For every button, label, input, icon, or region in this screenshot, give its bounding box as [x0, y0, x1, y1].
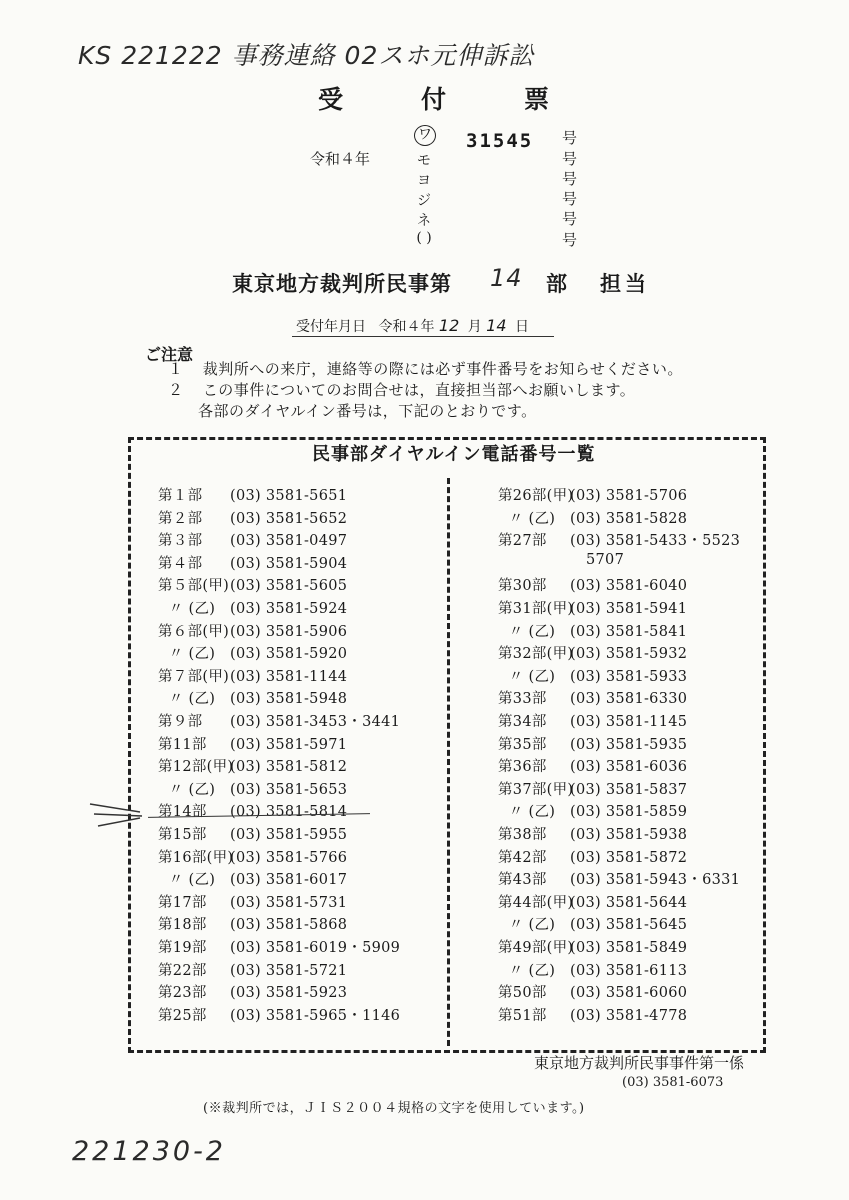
case-type-mark: ワ: [414, 125, 436, 146]
dial-in-phone: (03) 3581-5955: [230, 827, 348, 843]
dial-in-row: [498, 936, 687, 957]
dial-in-row: [158, 913, 347, 934]
receipt-month-unit: 月: [467, 319, 482, 335]
dial-in-row: [158, 981, 347, 1002]
dial-in-dept: 〃 (乙): [508, 962, 556, 979]
dial-in-divider: [447, 478, 450, 1046]
dial-in-row: [158, 936, 400, 957]
note-item: [198, 400, 537, 421]
footer-phone: (03) 3581-6073: [622, 1075, 724, 1090]
dial-in-row: [498, 868, 740, 889]
dial-in-dept: 第15部: [158, 827, 207, 843]
dial-in-row: [498, 710, 687, 731]
court-bu-label: 部: [546, 272, 567, 296]
note-number: ２: [168, 381, 184, 399]
dial-in-phone: (03) 3581-6060: [570, 985, 688, 1002]
dial-in-phone: (03) 3581-5706: [570, 488, 688, 504]
court-heading: 東京地方裁判所民事第: [232, 272, 452, 296]
case-era: 令和４年: [310, 150, 371, 168]
dial-in-phone: (03) 3581-5935: [570, 736, 688, 753]
dial-in-row: [158, 710, 400, 731]
dial-in-row: [498, 529, 740, 550]
dial-in-dept: 第50部: [498, 985, 547, 1002]
dial-in-row: [498, 484, 687, 505]
dial-in-row: [158, 823, 347, 844]
note-number: １: [168, 360, 184, 378]
court-tanto-label: 担当: [600, 272, 650, 296]
dial-in-row: [498, 800, 687, 821]
dial-in-phone: (03) 3581-5837: [570, 781, 688, 798]
dial-in-dept: 第19部: [158, 940, 207, 956]
dial-in-row: [498, 823, 687, 844]
dial-in-row: [158, 778, 347, 799]
receipt-day-unit: 日: [514, 319, 529, 335]
dial-in-phone: (03) 3581-5828: [570, 510, 688, 527]
handwritten-month: 12: [438, 316, 460, 335]
dial-in-dept: 第22部: [158, 962, 207, 979]
case-type-mark: ネ: [417, 213, 431, 229]
dial-in-dept: 第42部: [498, 849, 547, 866]
case-suffix: 号: [562, 210, 578, 228]
dial-in-phone: (03) 3581-6113: [570, 962, 688, 979]
dial-in-row: [498, 642, 687, 663]
dial-in-phone: (03) 3581-5923: [230, 985, 348, 1002]
dial-in-dept: 第２部: [158, 510, 203, 527]
dial-in-phone: (03) 3581-5868: [230, 917, 348, 934]
case-suffix: 号: [562, 190, 578, 208]
dial-in-row: [158, 484, 347, 505]
dial-in-row: [498, 552, 624, 568]
dial-in-dept: 第４部: [158, 555, 203, 572]
dial-in-row: [498, 665, 687, 686]
dial-in-phone: (03) 3581-1145: [570, 714, 688, 730]
dial-in-phone: (03) 3581-5906: [230, 623, 348, 640]
dial-in-dept: 〃 (乙): [508, 917, 556, 934]
dial-in-phone: (03) 3581-5645: [570, 917, 688, 934]
case-type-mark: モ: [417, 153, 431, 169]
dial-in-row: [158, 959, 347, 980]
dial-in-row: [158, 1004, 400, 1025]
dial-in-phone: (03) 3581-5941: [570, 601, 688, 617]
dial-in-phone: (03) 3581-5971: [230, 736, 348, 753]
dial-in-row: [158, 529, 347, 550]
dial-in-row: [158, 552, 347, 573]
note-text: 裁判所への来庁，連絡等の際には必ず事件番号をお知らせください。: [202, 360, 683, 378]
dial-in-dept: 第23部: [158, 985, 207, 1002]
dial-in-dept: 第33部: [498, 691, 547, 708]
dial-in-dept: 〃 (乙): [508, 510, 556, 527]
dial-in-phone: 5707: [586, 551, 625, 568]
dial-in-phone: (03) 3581-6017: [230, 872, 348, 889]
case-suffix: 号: [562, 170, 578, 188]
dial-in-dept: 第３部: [158, 533, 203, 550]
dial-in-phone: (03) 3581-5814: [230, 804, 348, 821]
dial-in-dept: 第11部: [158, 736, 207, 753]
dial-in-row: [498, 778, 687, 799]
dial-in-phone: (03) 3581-5859: [570, 804, 688, 821]
dial-in-phone: (03) 3581-5644: [570, 894, 688, 911]
case-number: 31545: [466, 130, 534, 152]
dial-in-phone: (03) 3581-5849: [570, 940, 688, 956]
dial-in-title: 民事部ダイヤルイン電話番号一覧: [312, 444, 596, 465]
dial-in-dept: 〃 (乙): [168, 646, 216, 663]
dial-in-phone: (03) 3581-5938: [570, 827, 688, 843]
dial-in-dept: 第35部: [498, 736, 547, 753]
dial-in-dept: 第51部: [498, 1007, 547, 1024]
handwritten-memo: KS 221222 事務連絡 02スホ元伸訴訟: [78, 41, 535, 70]
dial-in-phone: (03) 3581-5872: [570, 849, 688, 866]
dial-in-dept: 〃 (乙): [168, 601, 216, 617]
dial-in-phone: (03) 3581-5933: [570, 668, 688, 685]
dial-in-dept: 第49部(甲): [498, 940, 574, 956]
footer-office: 東京地方裁判所民事事件第一係: [534, 1054, 745, 1072]
document-title: 受付票: [318, 85, 628, 114]
dial-in-dept: 第25部: [158, 1007, 207, 1024]
dial-in-row: [158, 687, 347, 708]
receipt-underline: [292, 336, 554, 337]
dial-in-phone: (03) 3581-0497: [230, 533, 348, 550]
dial-in-dept: 〃 (乙): [168, 872, 216, 889]
note-text: 各部のダイヤルイン番号は，下記のとおりです。: [198, 402, 537, 420]
dial-in-dept: 第32部(甲): [498, 646, 574, 663]
dial-in-dept: 第38部: [498, 827, 547, 843]
dial-in-phone: (03) 3581-5965・1146: [230, 1007, 401, 1024]
case-type-mark: ヨ: [417, 173, 431, 189]
dial-in-phone: (03) 3581-5841: [570, 623, 688, 640]
case-type-mark: ジ: [417, 193, 431, 209]
dial-in-phone: (03) 3581-3453・3441: [230, 714, 401, 730]
dial-in-row: [158, 891, 347, 912]
dial-in-phone: (03) 3581-5652: [230, 510, 348, 527]
dial-in-dept: 第36部: [498, 759, 547, 776]
dial-in-row: [158, 665, 347, 686]
dial-in-row: [158, 846, 347, 867]
dial-in-phone: (03) 3581-5433・5523: [570, 533, 741, 550]
case-suffix: 号: [562, 129, 578, 147]
note-item: [168, 358, 683, 379]
handwritten-day: 14: [486, 316, 507, 335]
receipt-era: 令和４年: [378, 319, 435, 335]
dial-in-row: [498, 913, 687, 934]
dial-in-dept: 第16部(甲): [158, 849, 234, 866]
dial-in-row: [498, 507, 687, 528]
handwritten-division-number: 14: [490, 264, 523, 292]
dial-in-phone: (03) 3581-5924: [230, 601, 348, 617]
dial-in-phone: (03) 3581-5812: [230, 759, 348, 776]
dial-in-dept: 第31部(甲): [498, 601, 574, 617]
dial-in-dept: 第６部(甲): [158, 623, 230, 640]
dial-in-dept: 〃 (乙): [508, 804, 556, 821]
dial-in-dept: 第７部(甲): [158, 668, 230, 685]
dial-in-phone: (03) 3581-6019・5909: [230, 940, 401, 956]
dial-in-row: [158, 800, 347, 821]
dial-in-row: [158, 574, 347, 595]
dial-in-row: [498, 846, 687, 867]
dial-in-phone: (03) 3581-5605: [230, 578, 348, 595]
dial-in-row: [498, 574, 687, 595]
dial-in-phone: (03) 3581-5651: [230, 488, 348, 504]
dial-in-phone: (03) 3581-5766: [230, 849, 348, 866]
dial-in-row: [498, 1004, 687, 1025]
notes-title: ご注意: [145, 345, 194, 364]
dial-in-phone: (03) 3581-5904: [230, 555, 348, 572]
dial-in-dept: 第14部: [158, 804, 207, 821]
dial-in-dept: 第27部: [498, 533, 547, 550]
dial-in-dept: 第５部(甲): [158, 578, 230, 595]
case-type-mark: ( ): [416, 230, 432, 246]
dial-in-phone: (03) 3581-6036: [570, 759, 688, 776]
dial-in-row: [498, 687, 687, 708]
dial-in-dept: 〃 (乙): [168, 781, 216, 798]
dial-in-row: [498, 981, 687, 1002]
dial-in-row: [158, 620, 347, 641]
note-text: この事件についてのお問合せは，直接担当部へお願いします。: [202, 381, 636, 399]
handwritten-bottom-note: 221230-2: [72, 1136, 226, 1167]
dial-in-row: [498, 755, 687, 776]
dial-in-phone: (03) 3581-4778: [570, 1007, 688, 1024]
dial-in-dept: 第30部: [498, 578, 547, 595]
dial-in-dept: 〃 (乙): [508, 623, 556, 640]
dial-in-phone: (03) 3581-1144: [230, 668, 348, 685]
footer-note: (※裁判所では，ＪＩＳ２００４規格の文字を使用しています。): [203, 1101, 585, 1116]
case-suffix: 号: [562, 231, 578, 249]
dial-in-dept: 第１部: [158, 488, 203, 504]
dial-in-phone: (03) 3581-5721: [230, 962, 348, 979]
dial-in-phone: (03) 3581-6040: [570, 578, 688, 595]
dial-in-phone: (03) 3581-5932: [570, 646, 688, 663]
dial-in-dept: 〃 (乙): [508, 668, 556, 685]
dial-in-phone: (03) 3581-5920: [230, 646, 348, 663]
dial-in-row: [158, 597, 347, 618]
dial-in-row: [158, 642, 347, 663]
receipt-label: 受付年月日: [296, 319, 366, 335]
case-suffix: 号: [562, 150, 578, 168]
dial-in-dept: 第34部: [498, 714, 547, 730]
dial-in-row: [158, 507, 347, 528]
dial-in-dept: 〃 (乙): [168, 691, 216, 708]
dial-in-dept: 第18部: [158, 917, 207, 934]
dial-in-dept: 第44部(甲): [498, 894, 574, 911]
dial-in-row: [498, 891, 687, 912]
dial-in-dept: 第12部(甲): [158, 759, 234, 776]
dial-in-dept: 第17部: [158, 894, 207, 911]
dial-in-dept: 第26部(甲): [498, 488, 574, 504]
dial-in-dept: 第43部: [498, 872, 547, 889]
dial-in-phone: (03) 3581-5731: [230, 894, 348, 911]
dial-in-row: [498, 620, 687, 641]
dial-in-row: [498, 959, 687, 980]
dial-in-row: [158, 733, 347, 754]
receipt-date-row: [296, 316, 529, 336]
dial-in-row: [498, 597, 687, 618]
dial-in-phone: (03) 3581-5653: [230, 781, 348, 798]
dial-in-phone: (03) 3581-6330: [570, 691, 688, 708]
dial-in-row: [158, 868, 347, 889]
dial-in-dept: 第９部: [158, 714, 203, 730]
dial-in-phone: (03) 3581-5948: [230, 691, 348, 708]
dial-in-dept: 第37部(甲): [498, 781, 574, 798]
dial-in-row: [498, 733, 687, 754]
note-item: [168, 379, 635, 400]
dial-in-phone: (03) 3581-5943・6331: [570, 872, 741, 889]
dial-in-row: [158, 755, 347, 776]
handwritten-arrow-icon: [88, 794, 148, 834]
